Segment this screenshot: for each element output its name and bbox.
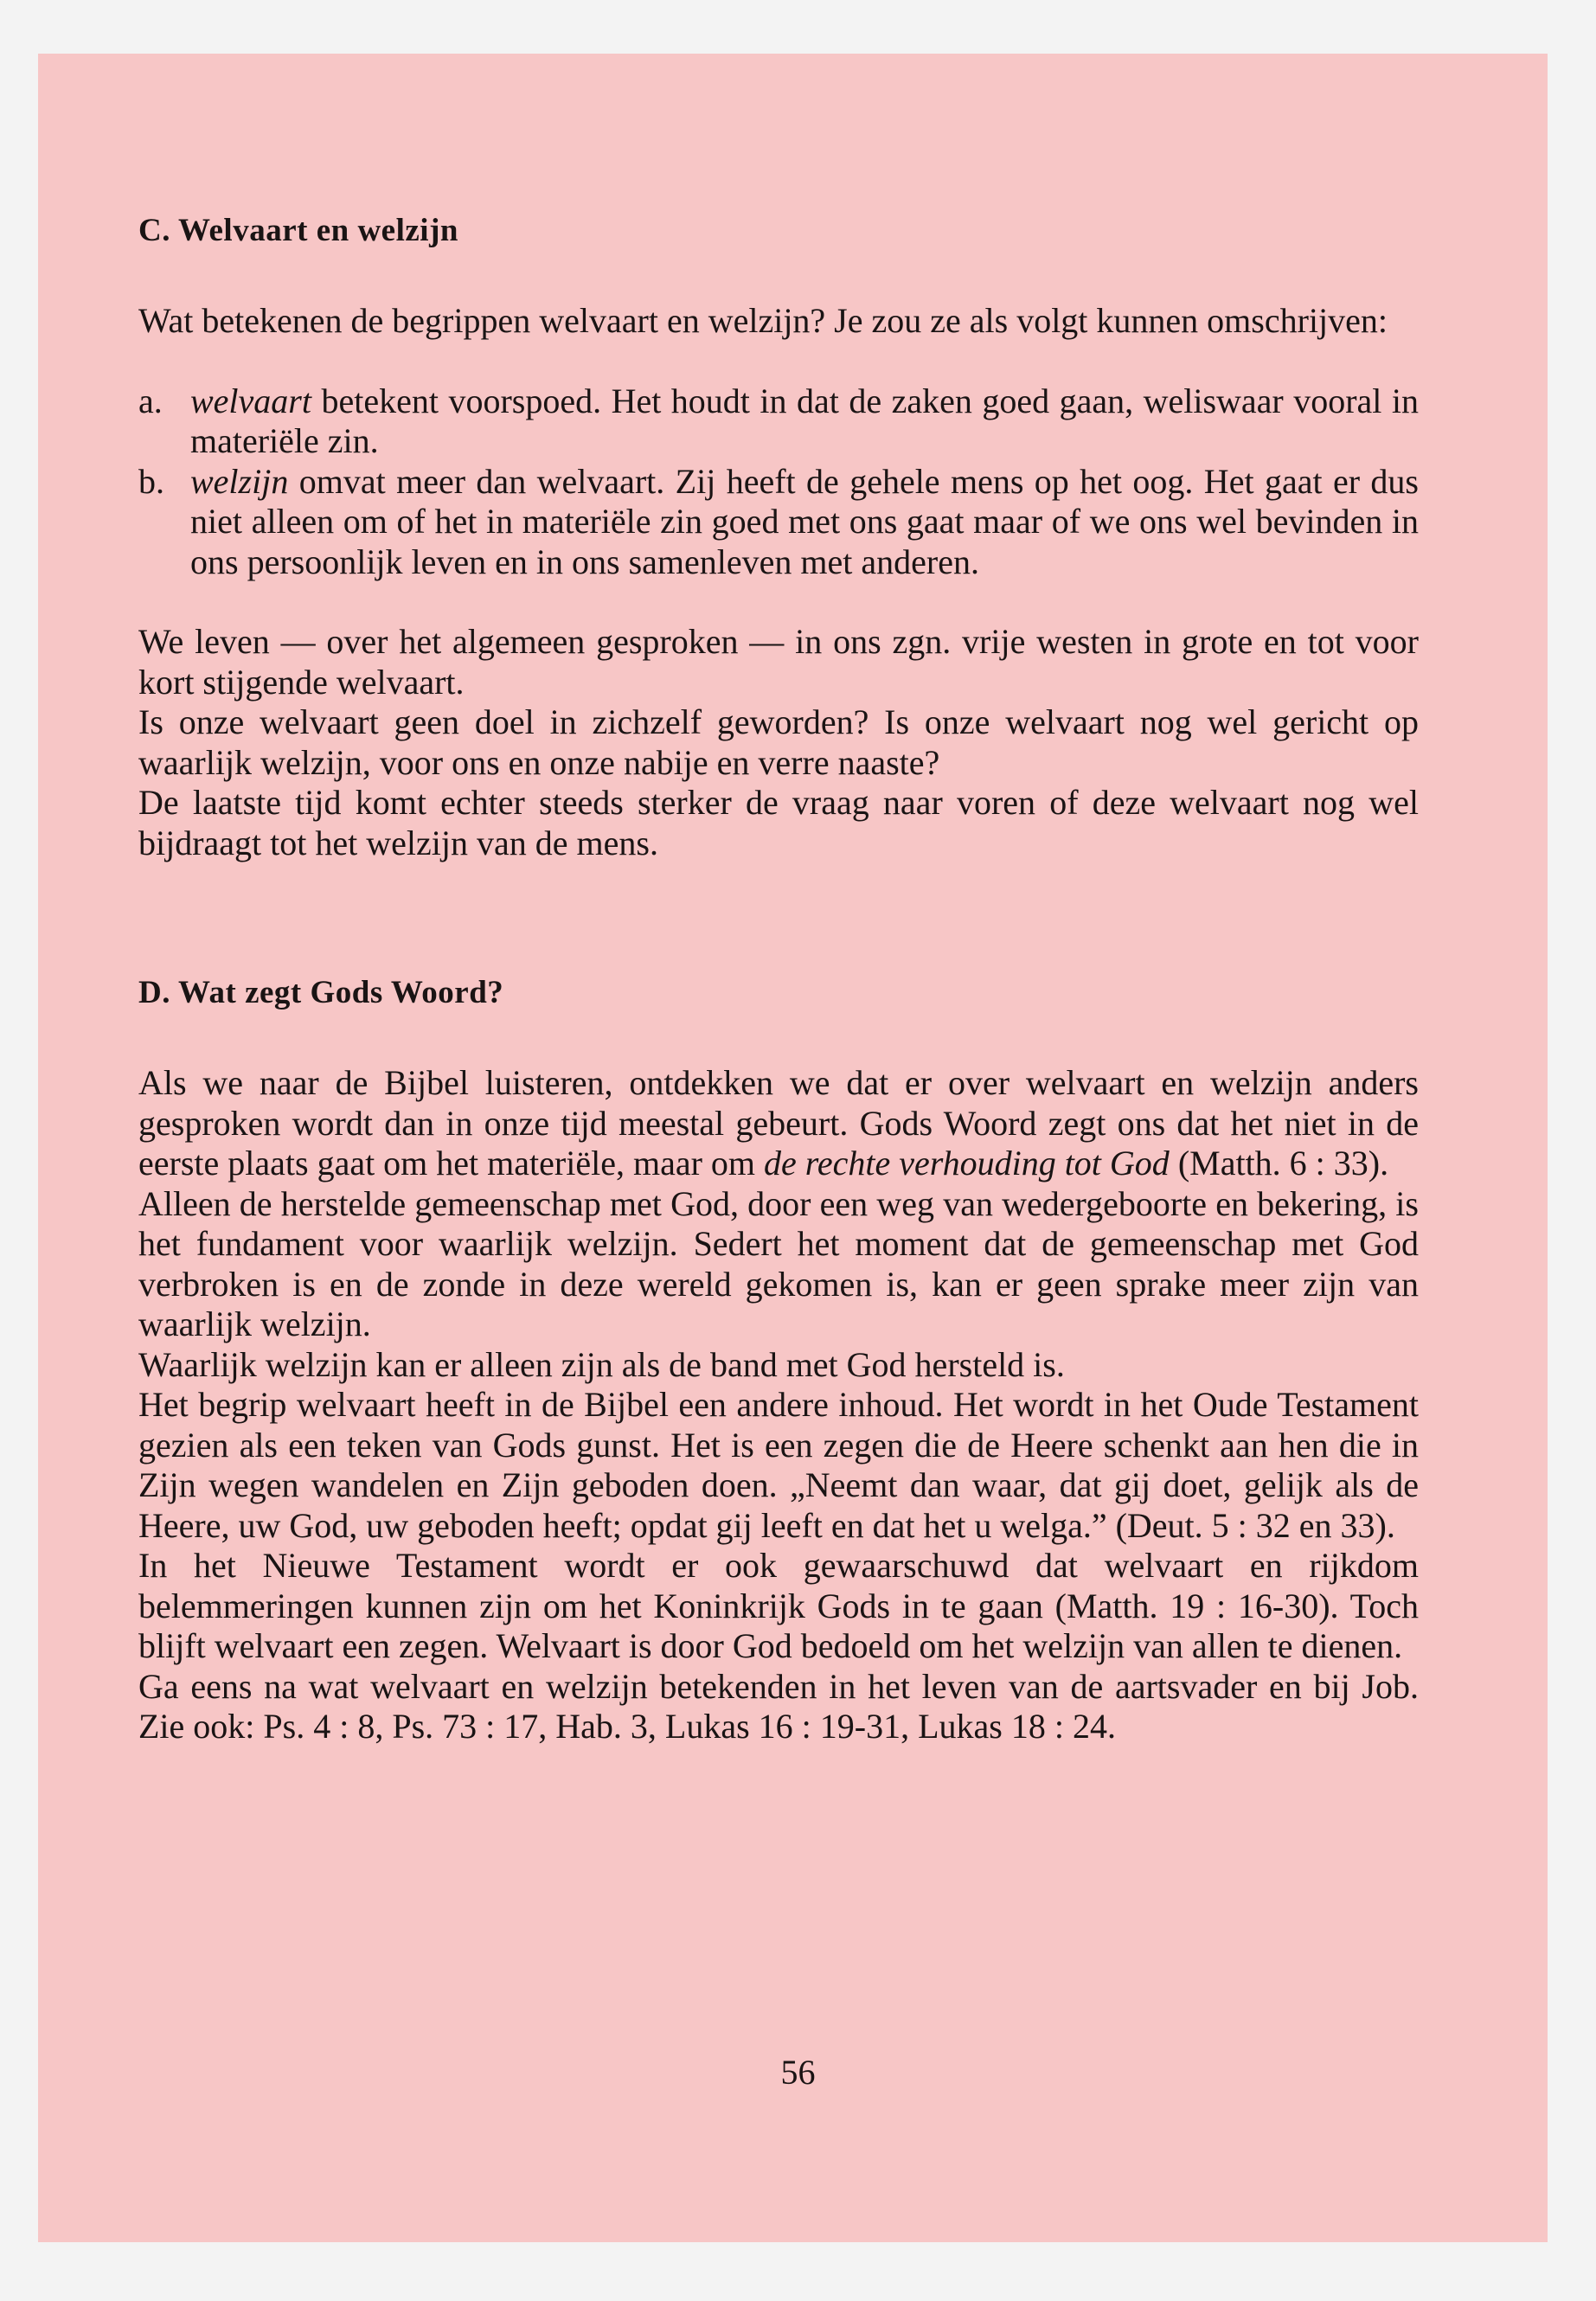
definition-body: betekent voorspoed. Het houdt in dat de zaken goed gaan, weliswaar vooral in materiële zin. (190, 381, 1419, 460)
definition-body: omvat meer dan welvaart. Zij heeft de gehele mens op het oog. Het gaat er dus niet alleen om of het in materiële zin goed met ons gaat maar of we ons wel bevinden in ons persoonlijk leven en in ons samenleven met anderen. (190, 461, 1419, 581)
definition-item-welzijn (138, 462, 1419, 583)
definition-item-welvaart (138, 381, 1419, 462)
section-c-paragraph-3: De laatste tijd komt echter steeds sterker de vraag naar voren of deze welvaart nog wel bijdraagt tot het welzijn van de mens. (138, 783, 1419, 862)
section-d-paragraph-3: Waarlijk welzijn kan er alleen zijn als de band met God hersteld is. (138, 1344, 1065, 1384)
section-c-intro: Wat betekenen de begrippen welvaart en welzijn? Je zou ze als volgt kunnen omschrijven: (138, 301, 1388, 340)
section-d-paragraph-4: Het begrip welvaart heeft in de Bijbel een andere inhoud. Het wordt in het Oude Testament gezien als een teken van Gods gunst. Het is een zegen die de Heere schenkt aan hen die in Zijn wegen wandelen en Zijn geboden doen. „Neemt dan waar, dat gij doet, gelijk als de Heere, uw God, uw geboden heeft; opdat gij leeft en dat het u welga.” (Deut. 5 : 32 en 33). (138, 1385, 1419, 1545)
definition-text (190, 381, 1419, 462)
section-c-paragraph-2: Is onze welvaart geen doel in zichzelf geworden? Is onze welvaart nog wel gericht op waarlijk welzijn, voor ons en onze nabije en verre naaste? (138, 702, 1419, 782)
section-d-paragraph-6: Ga eens na wat welvaart en welzijn betekenden in het leven van de aartsvader en bij Job. Zie ook: Ps. 4 : 8, Ps. 73 : 17, Hab. 3, Lukas 16 : 19-31, Lukas 18 : 24. (138, 1666, 1419, 1746)
emphasis-text: de rechte verhouding tot God (764, 1144, 1170, 1183)
definition-text (190, 462, 1419, 583)
section-d-paragraph-2: Alleen de herstelde gemeenschap met God, door een weg van wedergeboorte en bekering, is het fundament voor waarlijk welzijn. Sedert het moment dat de gemeenschap met God verbroken is en de zonde in deze wereld gekomen is, kan er geen sprake meer zijn van waarlijk welzijn. (138, 1183, 1419, 1343)
section-d-paragraph-5: In het Nieuwe Testament wordt er ook gewaarschuwd dat welvaart en rijkdom belemmeringen kunnen zijn om het Koninkrijk Gods in te gaan (Matth. 19 : 16-30). Toch blijft welvaart een zegen. Welvaart is door God bedoeld om het welzijn van allen te dienen. (138, 1546, 1419, 1665)
page-content (138, 212, 1419, 1747)
list-marker: b. (138, 461, 164, 501)
paragraph-text: Als we naar de Bijbel luisteren, ontdekken we dat er over welvaart en welzijn anders gesproken wordt dan in onze tijd meestal gebeurt. Gods Woord zegt ons dat het niet in de eerste plaats gaat om het materiële, maar om (138, 1063, 1419, 1183)
spacer (138, 582, 1419, 622)
definition-term: welvaart (190, 381, 311, 420)
section-d-paragraph-1 (138, 1063, 1419, 1184)
page-number: 56 (780, 2053, 816, 2092)
spacer (138, 342, 1419, 381)
section-d-heading: D. Wat zegt Gods Woord? (138, 975, 504, 1010)
section-c-heading: C. Welvaart en welzijn (138, 213, 458, 248)
section-c-paragraph-1: We leven — over het algemeen gesproken — in ons zgn. vrije westen in grote en tot voor kort stijgende welvaart. (138, 622, 1419, 702)
list-marker: a. (138, 381, 163, 420)
section-spacer (138, 863, 1419, 974)
definition-term: welzijn (190, 461, 289, 501)
scripture-reference: (Matth. 6 : 33). (1169, 1144, 1389, 1183)
